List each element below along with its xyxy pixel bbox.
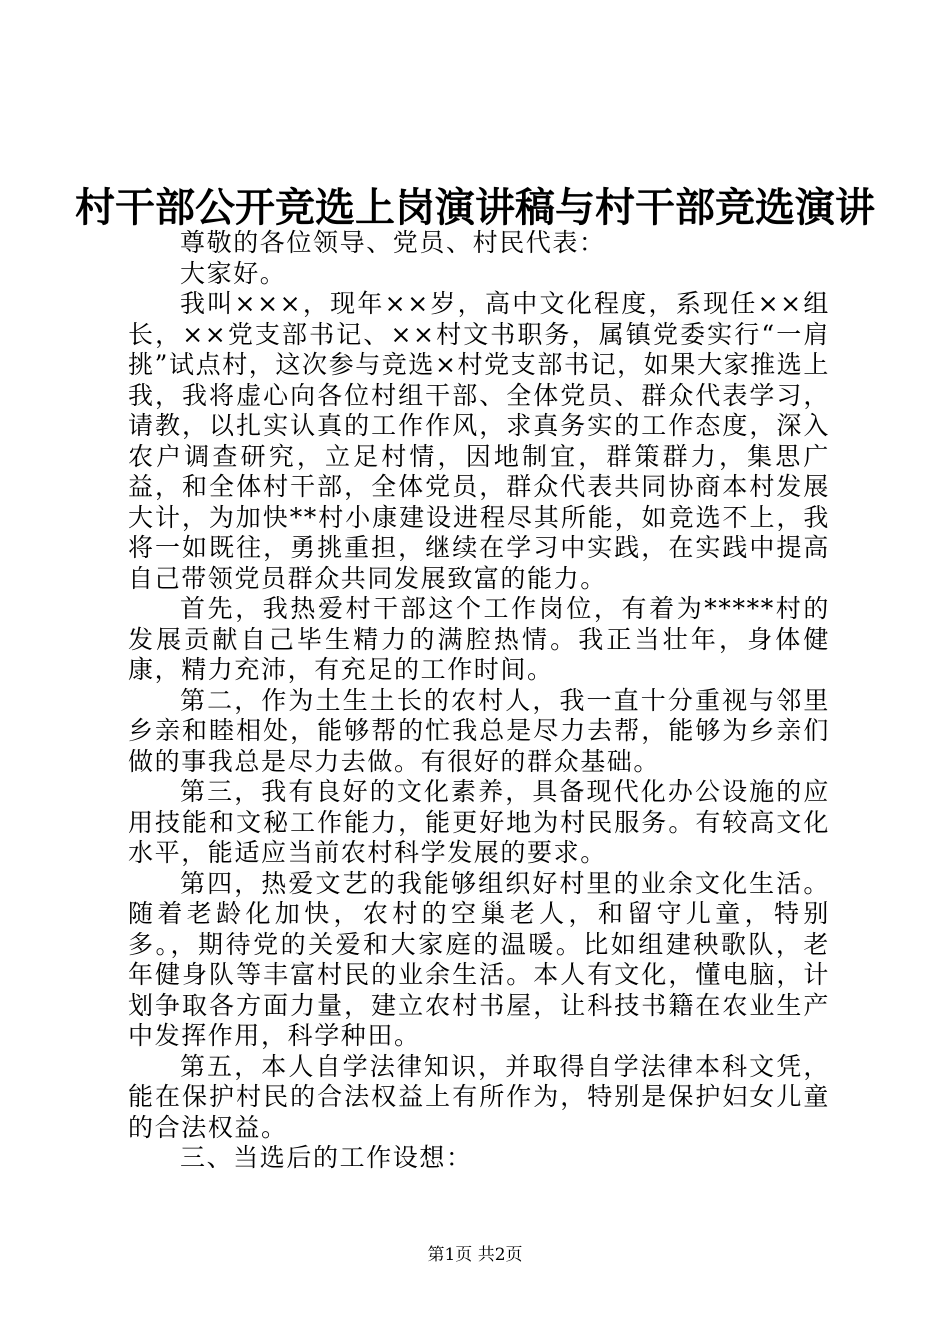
fifth-point-paragraph: 第五，本人自学法律知识，并取得自学法律本科文凭，能在保护村民的合法权益上有所作为，特别是保护妇女儿童的合法权益。 [128,1051,830,1142]
fourth-point-paragraph: 第四，热爱文艺的我能够组织好村里的业余文化生活。随着老龄化加快，农村的空巢老人，和留守儿童，特别多。，期待党的关爱和大家庭的温暖。比如组建秧歌队，老年健身队等丰富村民的业余生活。本人有文化，懂电脑，计划争取各方面力量，建立农村书屋，让科技书籍在农业生产中发挥作用，科学种田。 [128,868,830,1050]
introduction-paragraph: 我叫×××，现年××岁，高中文化程度，系现任××组长，××党支部书记、××村文书职务，属镇党委实行“一肩挑”试点村，这次参与竞选×村党支部书记，如果大家推选上我，我将虚心向各位村组干部、全体党员、群众代表学习，请教，以扎实认真的工作作风，求真务实的工作态度，深入农户调查研究，立足村情，因地制宜，群策群力，集思广益，和全体村干部，全体党员，群众代表共同协商本村发展大计，为加快**村小康建设进程尽其所能，如竞选不上，我将一如既往，勇挑重担，继续在学习中实践，在实践中提高自己带领党员群众共同发展致富的能力。 [128,289,830,593]
third-point-paragraph: 第三，我有良好的文化素养，具备现代化办公设施的应用技能和文秘工作能力，能更好地为村民服务。有较高文化水平，能适应当前农村科学发展的要求。 [128,777,830,867]
section-heading-work-plan: 三、当选后的工作设想： [180,1143,473,1172]
document-title: 村干部公开竞选上岗演讲稿与村干部竞选演讲 [75,185,875,231]
greeting-paragraph: 大家好。 [180,258,287,288]
document-body [128,228,830,1174]
salutation-paragraph: 尊敬的各位领导、党员、村民代表： [180,228,606,257]
first-point-paragraph: 首先，我热爱村干部这个工作岗位，有着为*****村的发展贡献自己毕生精力的满腔热情。我正当壮年，身体健康，精力充沛，有充足的工作时间。 [128,594,830,684]
page-number-footer: 第1页 共2页 [427,1245,523,1265]
second-point-paragraph: 第二，作为土生土长的农村人，我一直十分重视与邻里乡亲和睦相处，能够帮的忙我总是尽力去帮，能够为乡亲们做的事我总是尽力去做。有很好的群众基础。 [128,685,830,776]
